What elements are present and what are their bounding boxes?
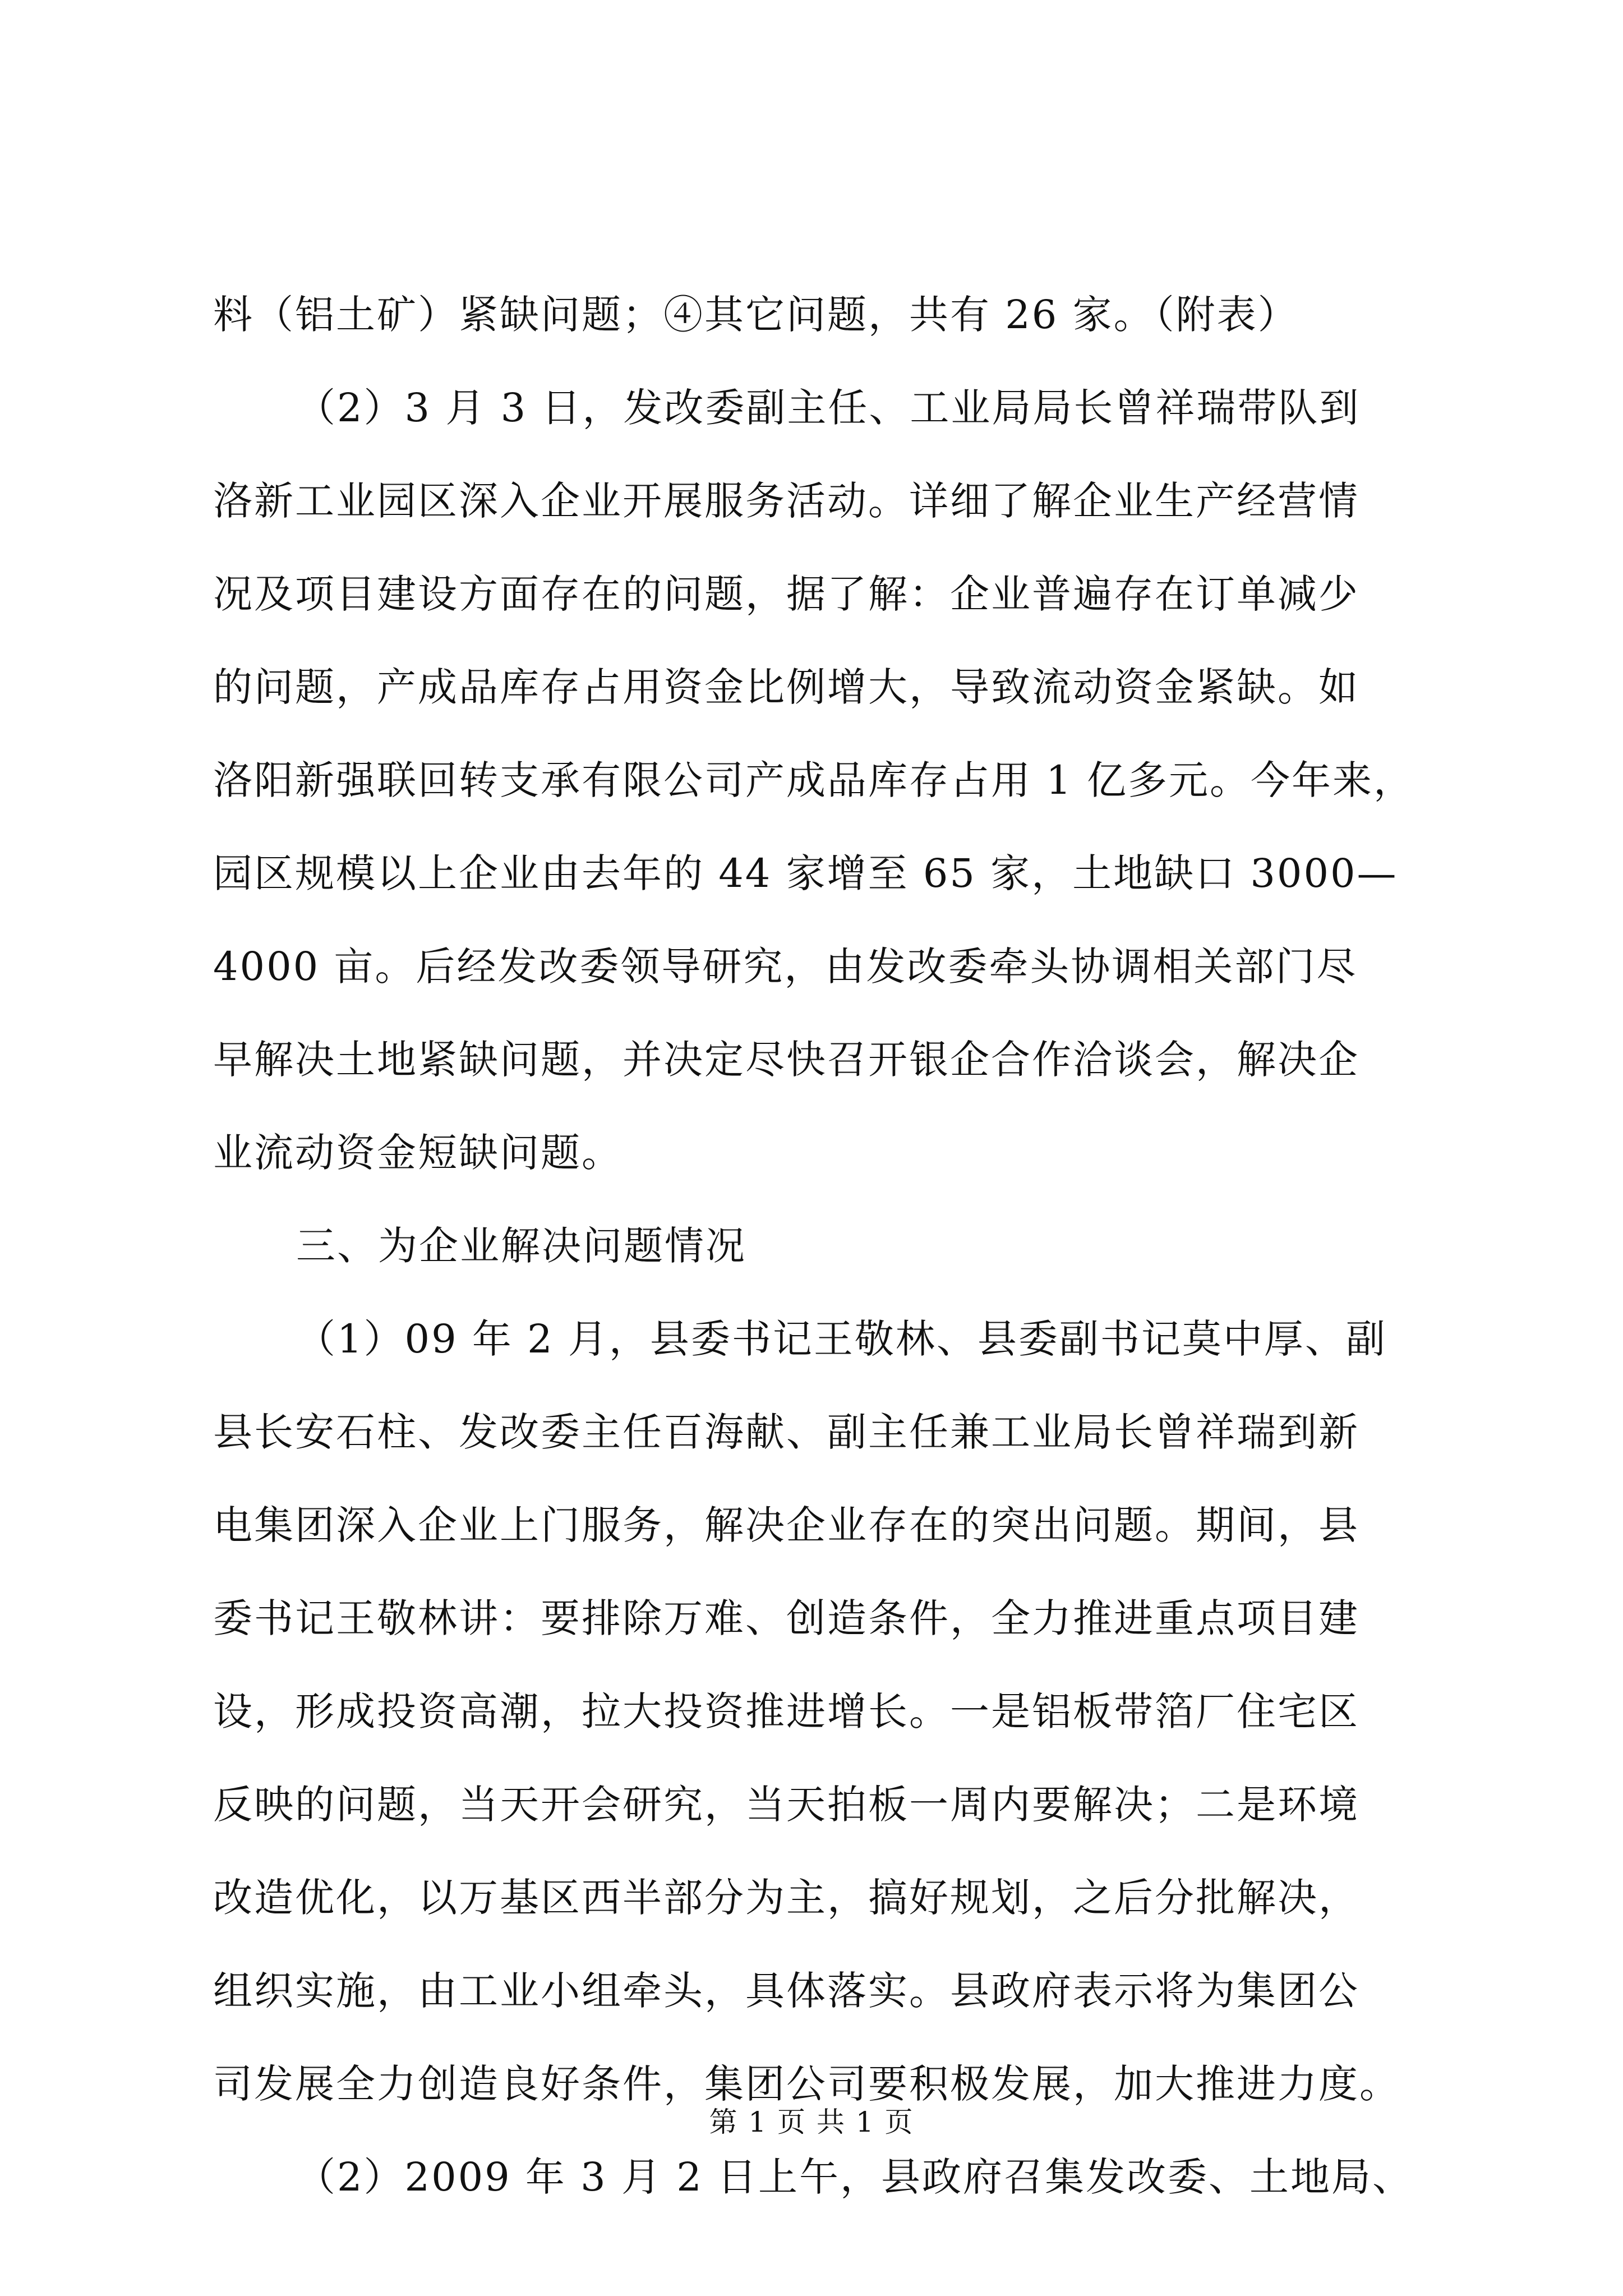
text-line: （2）3 月 3 日，发改委副主任、工业局局长曾祥瑞带队到 [296,385,1361,431]
text-line: 料（铝土矿）紧缺问题；④其它问题，共有 26 家。（附表） [213,292,1299,338]
text-line: 早解决土地紧缺问题，并决定尽快召开银企合作洽谈会，解决企 [213,1037,1359,1083]
section-heading: 三、为企业解决问题情况 [296,1223,746,1269]
text-line: 改造优化，以万基区西半部分为主，搞好规划，之后分批解决， [213,1875,1359,1921]
text-line: 4000 亩。后经发改委领导研究，由发改委牵头协调相关部门尽 [213,944,1358,990]
text-line: 设，形成投资高潮，拉大投资推进增长。一是铝板带箔厂住宅区 [213,1688,1359,1734]
text-line: （2）2009 年 3 月 2 日上午，县政府召集发改委、土地局、 [296,2154,1414,2200]
text-line: 的问题，产成品库存占用资金比例增大，导致流动资金紧缺。如 [213,664,1359,710]
text-line: 况及项目建设方面存在的问题，据了解：企业普遍存在订单减少 [213,571,1359,617]
page-footer: 第 1 页 共 1 页 [709,2106,914,2138]
text-line: 洛新工业园区深入企业开展服务活动。详细了解企业生产经营情 [213,478,1359,524]
text-line: 县长安石柱、发改委主任百海献、副主任兼工业局长曾祥瑞到新 [213,1409,1359,1455]
text-line: 洛阳新强联回转支承有限公司产成品库存占用 1 亿多元。今年来， [213,757,1415,803]
text-line: 园区规模以上企业由去年的 44 家增至 65 家，土地缺口 3000— [213,850,1398,896]
text-line: 组织实施，由工业小组牵头，具体落实。县政府表示将为集团公 [213,1968,1359,2014]
text-line: 业流动资金短缺问题。 [213,1130,623,1176]
text-line: 委书记王敬林讲：要排除万难、创造条件，全力推进重点项目建 [213,1595,1359,1641]
document-body [213,268,1419,2224]
text-line: 电集团深入企业上门服务，解决企业存在的突出问题。期间，县 [213,1502,1359,1548]
text-line: （1）09 年 2 月，县委书记王敬林、县委副书记莫中厚、副 [296,1316,1387,1362]
text-line: 司发展全力创造良好条件，集团公司要积极发展，加大推进力度。 [213,2061,1400,2107]
text-line: 反映的问题，当天开会研究，当天拍板一周内要解决；二是环境 [213,1782,1359,1828]
